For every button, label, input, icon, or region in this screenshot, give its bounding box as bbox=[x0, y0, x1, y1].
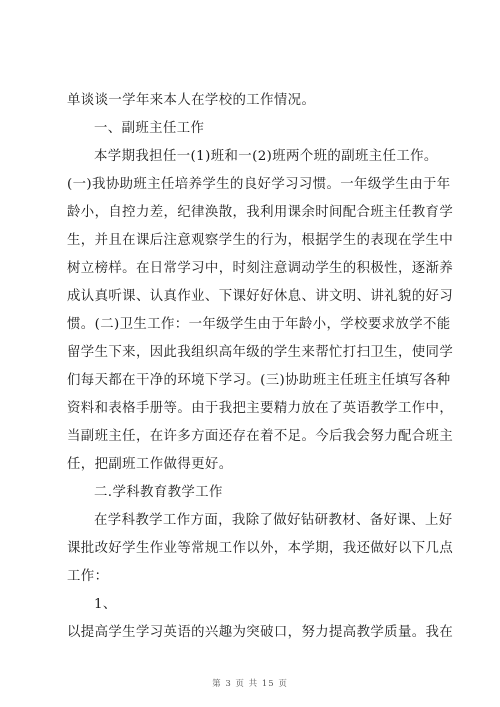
text-line: 以提高学生学习英语的兴趣为突破口，努力提高教学质量。我在 bbox=[67, 625, 454, 640]
text-line: 任，把副班工作做得更好。 bbox=[67, 457, 233, 472]
text-line: 单谈谈一学年来本人在学校的工作情况。 bbox=[67, 93, 316, 108]
text-line: 生，并且在课后注意观察学生的行为，根据学生的表现在学生中 bbox=[67, 233, 454, 248]
section-heading: 一、副班主任工作 bbox=[94, 121, 205, 136]
text-line: 龄小，自控力差，纪律涣散，我利用课余时间配合班主任教育学 bbox=[67, 205, 454, 220]
text-line: 树立榜样。在日常学习中，时刻注意调动学生的积极性，逐渐养 bbox=[67, 261, 454, 276]
text-line: 资料和表格手册等。由于我把主要精力放在了英语教学工作中， bbox=[67, 401, 454, 416]
text-line: 惯。(二)卫生工作：一年级学生由于年龄小，学校要求放学不能 bbox=[67, 317, 451, 332]
page-footer: 第 3 页 共 15 页 bbox=[212, 679, 288, 689]
text-line: 成认真听课、认真作业、下课好好休息、讲文明、讲礼貌的好习 bbox=[67, 289, 454, 304]
text-line: (一)我协助班主任培养学生的良好学习习惯。一年级学生由于年 bbox=[67, 177, 451, 192]
text-line: 们每天都在干净的环境下学习。(三)协助班主任班主任填写各种 bbox=[67, 373, 451, 388]
section-heading: 二.学科教育教学工作 bbox=[94, 485, 223, 500]
list-marker: 1、 bbox=[94, 597, 117, 612]
text-line: 当副班主任，在许多方面还存在着不足。今后我会努力配合班主 bbox=[67, 429, 454, 444]
text-line: 工作： bbox=[67, 569, 109, 584]
text-line: 留学生下来，因此我组织高年级的学生来帮忙打扫卫生，使同学 bbox=[67, 345, 454, 360]
text-line: 在学科教学工作方面，我除了做好钻研教材、备好课、上好 bbox=[94, 513, 453, 528]
text-line: 本学期我担任一(1)班和一(2)班两个班的副班主任工作。 bbox=[94, 149, 438, 164]
text-line: 课批改好学生作业等常规工作以外，本学期，我还做好以下几点 bbox=[67, 541, 454, 556]
